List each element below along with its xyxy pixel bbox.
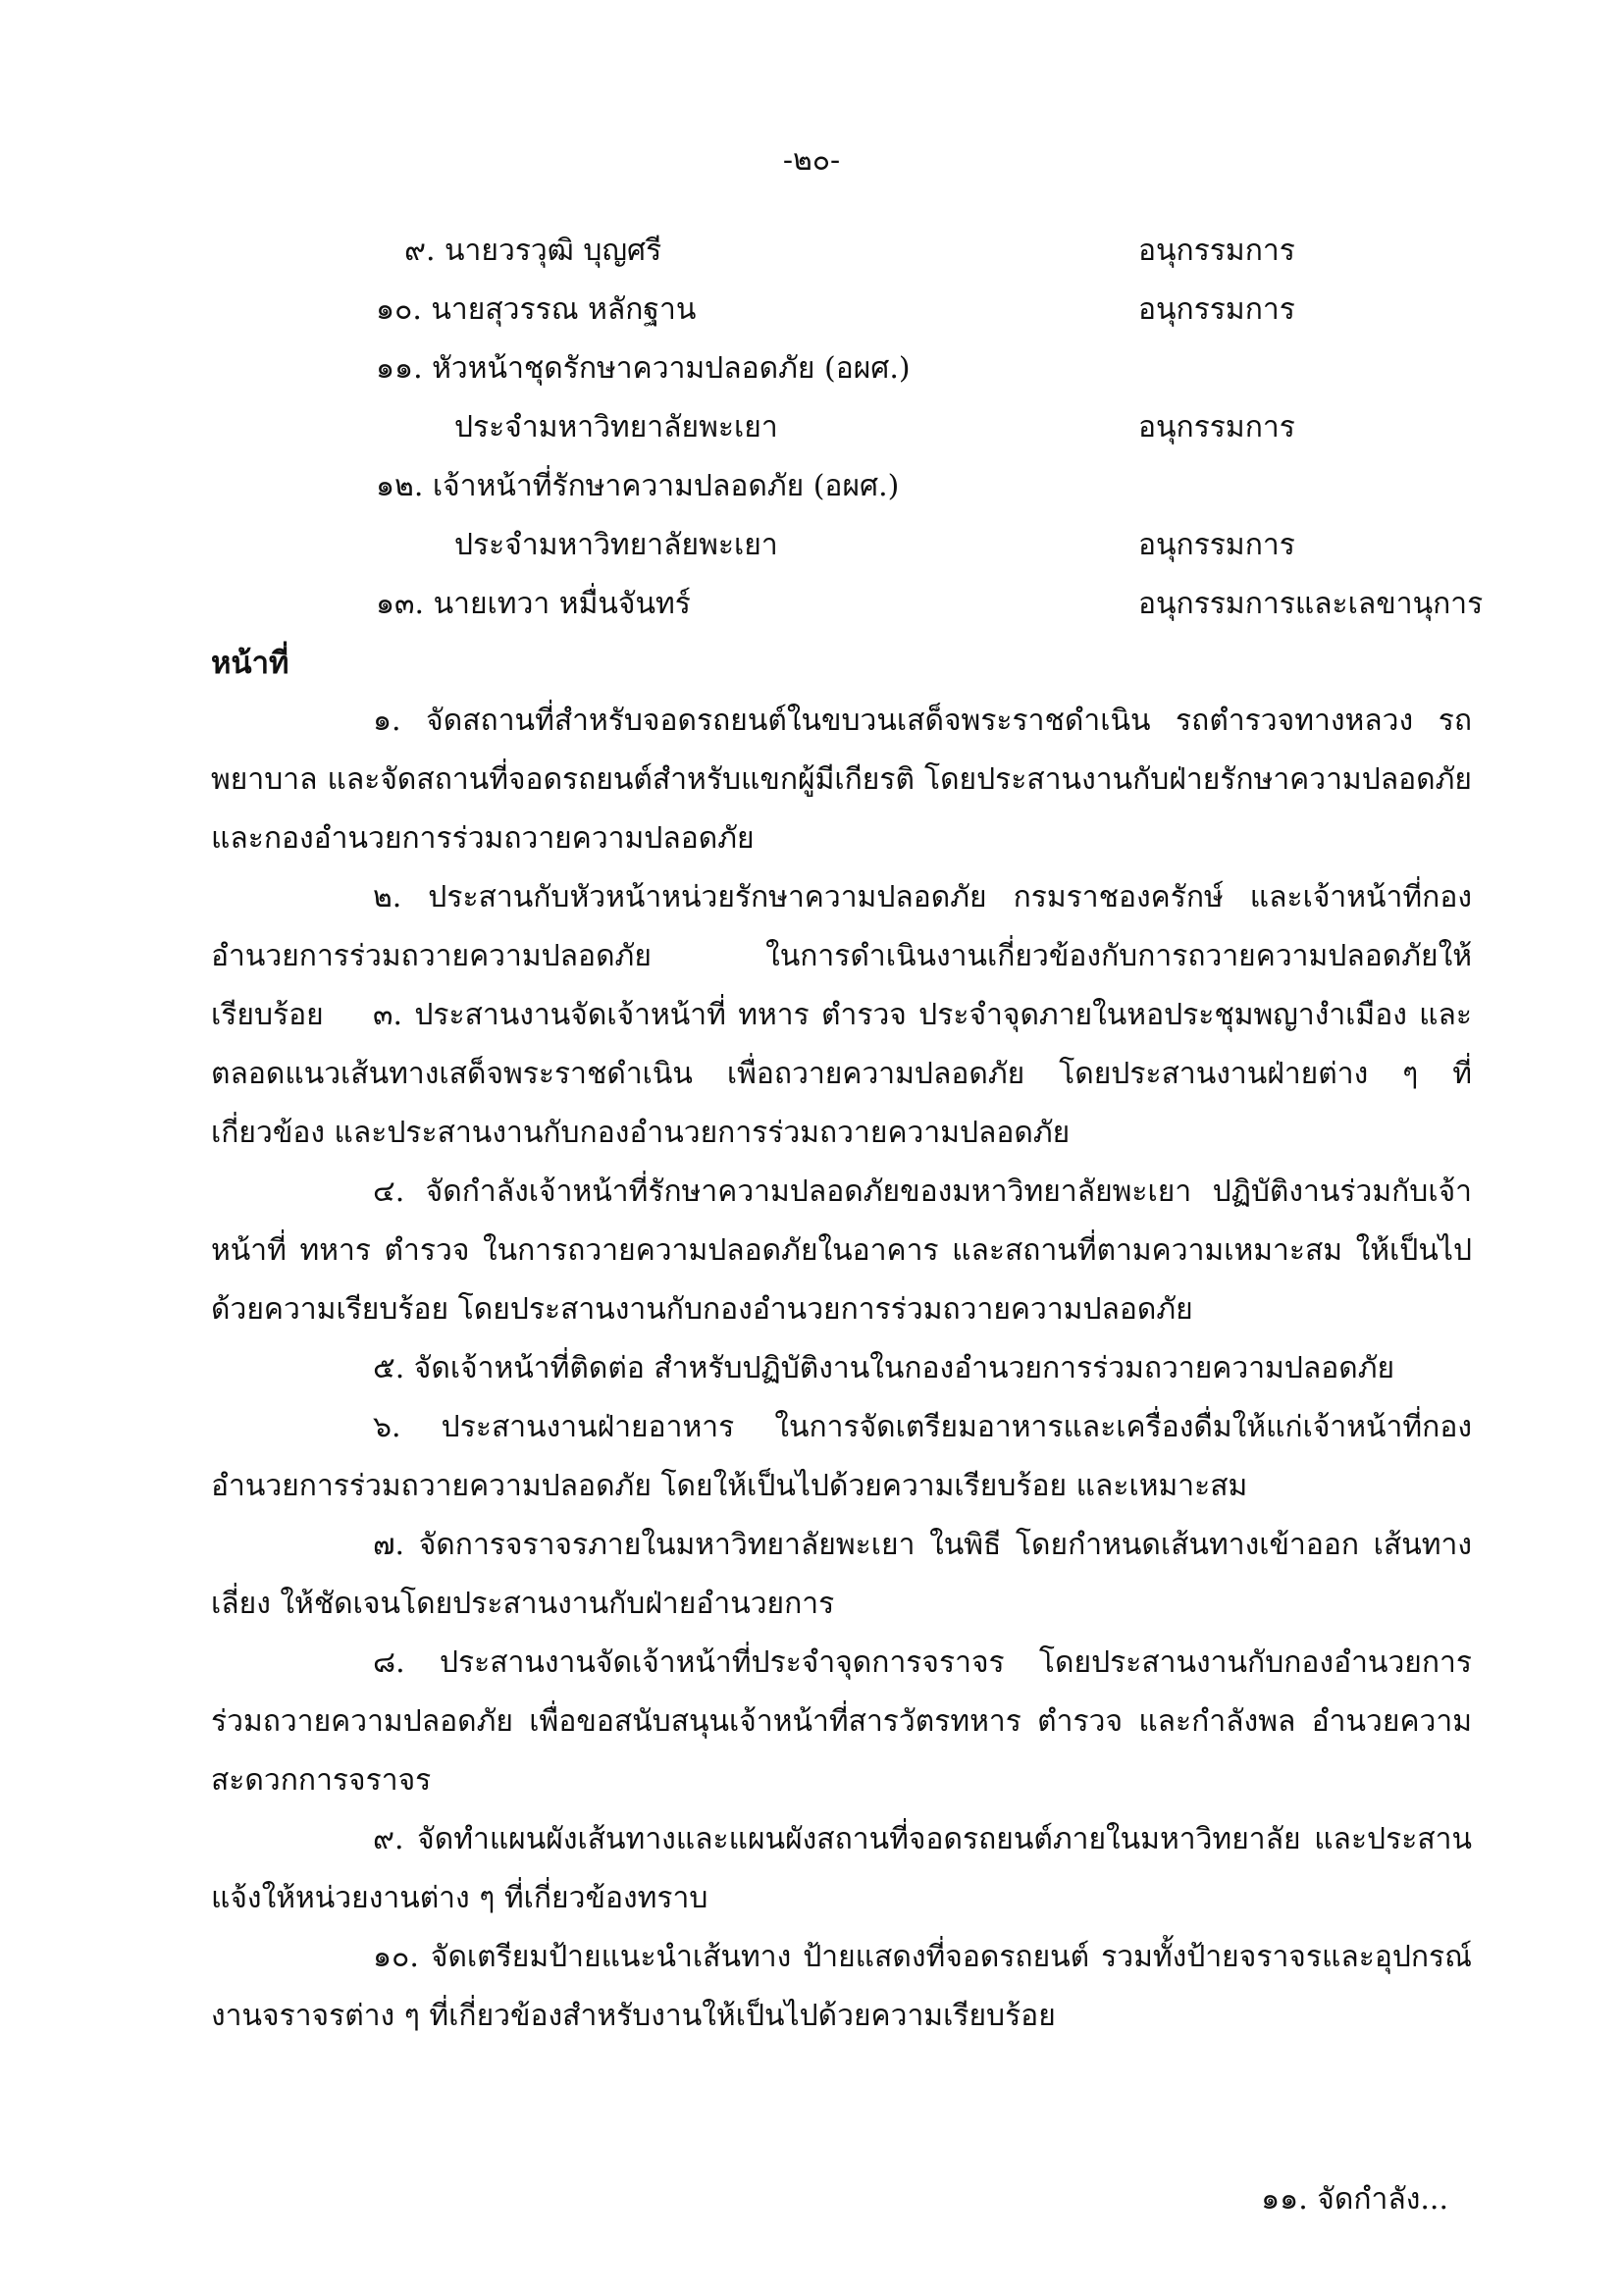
continuation-marker: ๑๑. จัดกำลัง...	[1261, 2182, 1448, 2217]
duties-heading: หน้าที่	[211, 646, 289, 681]
member-role: อนุกรรมการและเลขานุการ	[1138, 587, 1484, 621]
duty-item: ๕. จัดเจ้าหน้าที่ติดต่อ สำหรับปฏิบัติงานในกองอำนวยการร่วมถวายความปลอดภัย	[373, 1351, 1395, 1385]
member-affiliation: ประจำมหาวิทยาลัยพะเยา	[454, 410, 778, 444]
duty-item: ๔. จัดกำลังเจ้าหน้าที่รักษาความปลอดภัยของมหาวิทยาลัยพะเยา ปฏิบัติงานร่วมกับเจ้าหน้าที่ ทหาร ตำรวจ ในการถวายความปลอดภัยในอาคาร และสถานที่ตามความเหมาะสม ให้เป็นไปด้วยความเรียบร้อย โดยประสานงานกับกองอำนวยการร่วมถวายความปลอดภัย	[211, 1174, 1472, 1327]
member-role: อนุกรรมการ	[1138, 234, 1295, 268]
member-name: ๑๐. นายสุวรรณ หลักฐาน	[376, 292, 697, 327]
member-role: อนุกรรมการ	[1138, 410, 1295, 444]
member-affiliation: ประจำมหาวิทยาลัยพะเยา	[454, 528, 778, 562]
page-number: -๒๐-	[782, 143, 841, 178]
duty-item: ๑๐. จัดเตรียมป้ายแนะนำเส้นทาง ป้ายแสดงที่จอดรถยนต์ รวมทั้งป้ายจราจรและอุปกรณ์งานจราจรต่าง ๆ ที่เกี่ยวข้องสำหรับงานให้เป็นไปด้วยความเรียบร้อย	[211, 1940, 1472, 2033]
duty-item: ๓. ประสานงานจัดเจ้าหน้าที่ ทหาร ตำรวจ ประจำจุดภายในหอประชุมพญางำเมือง และตลอดแนวเส้นทางเสด็จพระราชดำเนิน เพื่อถวายความปลอดภัย โดยประสานงานฝ่ายต่าง ๆ ที่เกี่ยวข้อง และประสานงานกับกองอำนวยการร่วมถวายความปลอดภัย	[211, 998, 1472, 1150]
duty-item: ๑. จัดสถานที่สำหรับจอดรถยนต์ในขบวนเสด็จพระราชดำเนิน รถตำรวจทางหลวง รถพยาบาล และจัดสถานที่จอดรถยนต์สำหรับแขกผู้มีเกียรติ โดยประสานงานกับฝ่ายรักษาความปลอดภัยและกองอำนวยการร่วมถวายความปลอดภัย	[211, 704, 1472, 856]
duty-item: ๘. ประสานงานจัดเจ้าหน้าที่ประจำจุดการจราจร โดยประสานงานกับกองอำนวยการร่วมถวายความปลอดภัย เพื่อขอสนับสนุนเจ้าหน้าที่สารวัตรทหาร ตำรวจ และกำลังพล อำนวยความสะดวกการจราจร	[211, 1645, 1472, 1798]
member-role: อนุกรรมการ	[1138, 292, 1295, 327]
duty-item: ๖. ประสานงานฝ่ายอาหาร ในการจัดเตรียมอาหารและเครื่องดื่มให้แก่เจ้าหน้าที่กองอำนวยการร่วมถวายความปลอดภัย โดยให้เป็นไปด้วยความเรียบร้อย และเหมาะสม	[211, 1410, 1472, 1503]
duty-item: ๗. จัดการจราจรภายในมหาวิทยาลัยพะเยา ในพิธี โดยกำหนดเส้นทางเข้าออก เส้นทางเลี่ยง ให้ชัดเจนโดยประสานงานกับฝ่ายอำนวยการ	[211, 1528, 1472, 1621]
duty-item: ๙. จัดทำแผนผังเส้นทางและแผนผังสถานที่จอดรถยนต์ภายในมหาวิทยาลัย และประสานแจ้งให้หน่วยงานต่าง ๆ ที่เกี่ยวข้องทราบ	[211, 1822, 1472, 1915]
member-role: อนุกรรมการ	[1138, 528, 1295, 562]
member-name: ๑๓. นายเทวา หมื่นจันทร์	[376, 587, 691, 621]
duty-item: ๒. ประสานกับหัวหน้าหน่วยรักษาความปลอดภัย กรมราชองครักษ์ และเจ้าหน้าที่กองอำนวยการร่วมถวายความปลอดภัย ในการดำเนินงานเกี่ยวข้องกับการถวายความปลอดภัยให้เรียบร้อย	[211, 880, 1472, 1032]
member-name: ๑๑. หัวหน้าชุดรักษาความปลอดภัย (อผศ.)	[376, 351, 911, 386]
member-name: ๑๒. เจ้าหน้าที่รักษาความปลอดภัย (อผศ.)	[376, 469, 900, 503]
member-name: ๙. นายวรวุฒิ บุญศรี	[404, 234, 662, 268]
